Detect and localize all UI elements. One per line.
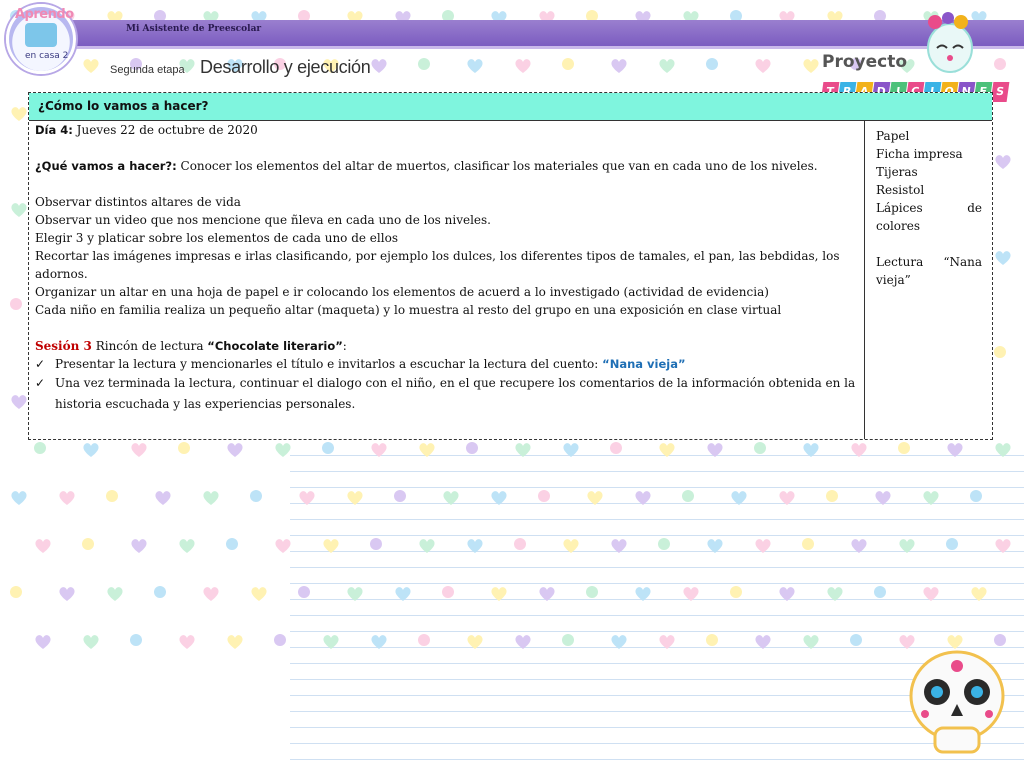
activity-item: Organizar un altar en una hoja de papel e ir colocando los elementos de acuerd a lo investigado (actividad de evidencia)	[35, 285, 769, 299]
heart-icon	[586, 490, 604, 506]
dot-icon	[994, 346, 1006, 358]
heart-icon	[250, 586, 268, 602]
session-colon: :	[342, 339, 347, 353]
logo-text-top: Aprendo	[15, 7, 74, 22]
heart-icon	[82, 442, 100, 458]
heart-icon	[274, 442, 292, 458]
dot-icon	[442, 586, 454, 598]
material-word: de	[967, 201, 982, 215]
heart-icon	[922, 490, 940, 506]
dot-icon	[82, 538, 94, 550]
heart-icon	[730, 490, 748, 506]
heart-icon	[466, 634, 484, 650]
sugar-skull-icon	[915, 10, 985, 80]
material-item	[876, 253, 982, 271]
day-label: Día 4:	[35, 123, 73, 137]
heart-icon	[658, 58, 676, 74]
dot-icon	[538, 490, 550, 502]
activity-item: Observar distintos altares de vida	[35, 195, 241, 209]
dot-icon	[826, 490, 838, 502]
heart-icon	[994, 250, 1012, 266]
dot-icon	[946, 538, 958, 550]
check1-text: Presentar la lectura y mencionarles el título e invitarlos a escuchar la lectura del cuento:	[55, 357, 603, 371]
dot-icon	[610, 442, 622, 454]
material-item: vieja”	[876, 273, 911, 287]
kids-computer-icon	[25, 23, 57, 47]
card-header	[29, 93, 992, 121]
heart-icon	[466, 538, 484, 554]
dot-icon	[802, 538, 814, 550]
dot-icon	[250, 490, 262, 502]
dot-icon	[466, 442, 478, 454]
materials-column	[866, 121, 992, 439]
heart-icon	[610, 634, 628, 650]
dot-icon	[682, 490, 694, 502]
dot-icon	[106, 490, 118, 502]
dot-icon	[994, 58, 1006, 70]
check1-title: “Nana vieja”	[602, 357, 686, 371]
dot-icon	[34, 442, 46, 454]
dot-icon	[562, 634, 574, 646]
sugar-skull-icon	[905, 648, 1009, 758]
dot-icon	[322, 442, 334, 454]
heart-icon	[802, 634, 820, 650]
heart-icon	[10, 394, 28, 410]
check2-text: Una vez terminada la lectura, continuar el dialogo con el niño, en el que recupere los comentarios de la información obtenida en la historia escuchada y las experiencias personales.	[55, 376, 856, 411]
heart-icon	[34, 634, 52, 650]
heart-icon	[994, 442, 1012, 458]
heart-icon	[106, 586, 124, 602]
heart-icon	[706, 442, 724, 458]
logo-text-bottom: en casa 2	[25, 51, 69, 61]
material-item: Tijeras	[876, 165, 918, 179]
dot-icon	[970, 490, 982, 502]
heart-icon	[10, 202, 28, 218]
session-title: “Chocolate literario”	[207, 339, 343, 353]
heart-icon	[514, 58, 532, 74]
heart-icon	[370, 58, 388, 74]
activity-item: Recortar las imágenes impresas e irlas clasificando, por ejemplo los dulces, los diferentes tipos de tamales, el pan, las bebdidas, los adornos.	[35, 249, 840, 281]
assistant-title: Mi Asistente de Preescolar	[126, 24, 262, 34]
heart-icon	[130, 538, 148, 554]
dot-icon	[706, 58, 718, 70]
day-line	[35, 121, 858, 139]
heart-icon	[754, 58, 772, 74]
heart-icon	[778, 586, 796, 602]
dot-icon	[562, 58, 574, 70]
heart-icon	[850, 538, 868, 554]
heart-icon	[202, 490, 220, 506]
heart-icon	[274, 538, 292, 554]
heart-icon	[322, 538, 340, 554]
heart-icon	[178, 634, 196, 650]
dot-icon	[874, 586, 886, 598]
heart-icon	[610, 58, 628, 74]
dot-icon	[418, 634, 430, 646]
heart-icon	[58, 586, 76, 602]
heart-icon	[562, 538, 580, 554]
heart-icon	[802, 58, 820, 74]
heart-icon	[346, 490, 364, 506]
heart-icon	[850, 442, 868, 458]
dot-icon	[274, 634, 286, 646]
stage-title: Desarrollo y ejecución	[200, 57, 371, 77]
heart-icon	[490, 586, 508, 602]
heart-icon	[34, 538, 52, 554]
heart-icon	[370, 442, 388, 458]
heart-icon	[658, 442, 676, 458]
dot-icon	[130, 634, 142, 646]
heart-icon	[370, 634, 388, 650]
dot-icon	[730, 586, 742, 598]
heart-icon	[58, 490, 76, 506]
heart-icon	[610, 538, 628, 554]
session-line	[35, 337, 858, 355]
material-word: Lápices	[876, 201, 923, 215]
header-band	[60, 20, 1024, 49]
what-line	[35, 157, 858, 175]
dot-icon	[226, 538, 238, 550]
stage-label: Segunda etapa	[110, 64, 185, 76]
activities-column	[29, 121, 865, 439]
dot-icon	[706, 634, 718, 646]
aprendo-en-casa-logo	[6, 4, 76, 74]
heart-icon	[658, 634, 676, 650]
dot-icon	[994, 634, 1006, 646]
heart-icon	[10, 490, 28, 506]
checklist-item	[35, 355, 858, 373]
checklist-item	[35, 373, 858, 415]
project-word: Proyecto	[822, 52, 908, 72]
dot-icon	[418, 58, 430, 70]
heart-icon	[442, 490, 460, 506]
heart-icon	[706, 538, 724, 554]
heart-icon	[970, 586, 988, 602]
heart-icon	[154, 490, 172, 506]
material-item: Papel	[876, 129, 910, 143]
heart-icon	[418, 442, 436, 458]
what-label: ¿Qué vamos a hacer?:	[35, 159, 177, 173]
heart-icon	[346, 586, 364, 602]
heart-icon	[466, 58, 484, 74]
heart-icon	[682, 586, 700, 602]
activity-item: Observar un video que nos mencione que ñleva en cada uno de los niveles.	[35, 213, 491, 227]
dot-icon	[754, 442, 766, 454]
heart-icon	[394, 586, 412, 602]
heart-icon	[490, 490, 508, 506]
heart-icon	[874, 490, 892, 506]
banner-letter: S	[991, 82, 1010, 102]
heart-icon	[994, 538, 1012, 554]
heart-icon	[82, 58, 100, 74]
material-word: Lectura	[876, 255, 924, 269]
heart-icon	[538, 586, 556, 602]
dot-icon	[298, 586, 310, 598]
heart-icon	[826, 586, 844, 602]
material-item: Ficha impresa	[876, 147, 963, 161]
dot-icon	[850, 634, 862, 646]
heart-icon	[10, 106, 28, 122]
heart-icon	[898, 538, 916, 554]
dot-icon	[178, 442, 190, 454]
dot-icon	[898, 442, 910, 454]
dot-icon	[658, 538, 670, 550]
heart-icon	[994, 154, 1012, 170]
card-title: ¿Cómo lo vamos a hacer?	[38, 99, 209, 113]
heart-icon	[754, 634, 772, 650]
heart-icon	[946, 442, 964, 458]
dot-icon	[10, 298, 22, 310]
dot-icon	[370, 538, 382, 550]
dot-icon	[514, 538, 526, 550]
heart-icon	[322, 634, 340, 650]
day-value: Jueves 22 de octubre de 2020	[72, 123, 258, 137]
dot-icon	[394, 490, 406, 502]
heart-icon	[634, 490, 652, 506]
heart-icon	[226, 442, 244, 458]
session-label: Sesión 3	[35, 339, 92, 353]
material-word: “Nana	[943, 255, 982, 269]
activity-item: Cada niño en familia realiza un pequeño altar (maqueta) y lo muestra al resto del grupo en una exposición en clase virtual	[35, 303, 782, 317]
what-value: Conocer los elementos del altar de muertos, clasificar los materiales que van en cada uno de los niveles.	[176, 159, 818, 173]
activity-card	[28, 92, 993, 440]
heart-icon	[514, 442, 532, 458]
dot-icon	[586, 586, 598, 598]
heart-icon	[130, 442, 148, 458]
material-item	[876, 199, 982, 217]
dot-icon	[10, 586, 22, 598]
heart-icon	[298, 490, 316, 506]
heart-icon	[202, 586, 220, 602]
heart-icon	[562, 442, 580, 458]
material-item: colores	[876, 219, 921, 233]
heart-icon	[754, 538, 772, 554]
heart-icon	[634, 586, 652, 602]
session-text: Rincón de lectura	[91, 339, 208, 353]
heart-icon	[802, 442, 820, 458]
heart-icon	[82, 634, 100, 650]
heart-icon	[778, 490, 796, 506]
heart-icon	[178, 538, 196, 554]
material-item: Resistol	[876, 183, 925, 197]
heart-icon	[922, 586, 940, 602]
dot-icon	[154, 586, 166, 598]
heart-icon	[418, 538, 436, 554]
heart-icon	[514, 634, 532, 650]
heart-icon	[226, 634, 244, 650]
activity-item: Elegir 3 y platicar sobre los elementos de cada uno de ellos	[35, 231, 398, 245]
